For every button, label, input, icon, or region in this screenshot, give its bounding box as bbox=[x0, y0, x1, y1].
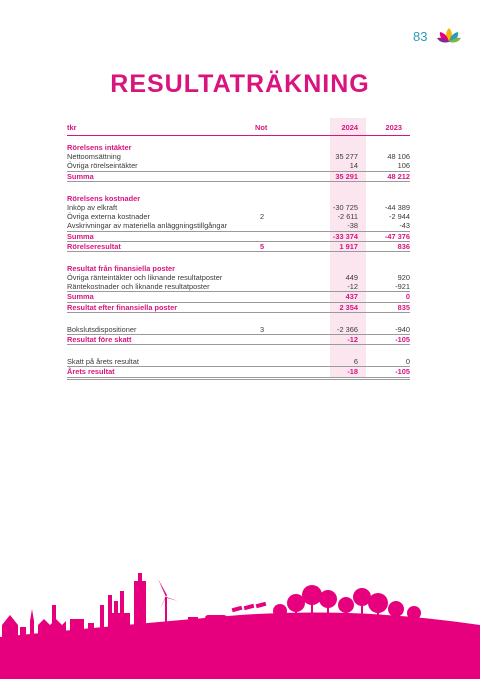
row-value-2023: -44 389 bbox=[384, 202, 410, 212]
table-header bbox=[67, 120, 410, 136]
header-note: Not bbox=[255, 123, 268, 132]
row-value-2024: 449 bbox=[345, 273, 358, 283]
row-value-2023: -2 944 bbox=[389, 212, 410, 222]
row-value-2024: -38 bbox=[347, 221, 358, 231]
row-note: 3 bbox=[260, 324, 265, 334]
city-skyline-illustration bbox=[0, 565, 480, 679]
row-label: Skatt på årets resultat bbox=[67, 357, 139, 367]
table-section bbox=[67, 264, 410, 313]
sum-row bbox=[67, 291, 410, 301]
page-title: RESULTATRÄKNING bbox=[110, 70, 370, 98]
table-row bbox=[67, 152, 410, 161]
sum-value-2023: -47 376 bbox=[384, 231, 410, 241]
section-heading bbox=[67, 264, 410, 273]
row-value-2024: 6 bbox=[353, 357, 358, 367]
row-value-2023: 106 bbox=[397, 161, 410, 171]
row-value-2024: 35 277 bbox=[335, 152, 358, 162]
sum-row bbox=[67, 171, 410, 182]
table-section bbox=[67, 325, 410, 345]
table-section bbox=[67, 357, 410, 379]
table-row bbox=[67, 273, 410, 282]
row-value-2023: -43 bbox=[399, 221, 410, 231]
sum-value-2024: 2 354 bbox=[339, 302, 358, 312]
table-row bbox=[67, 203, 410, 212]
row-label: Avskrivningar av materiella anläggningstillgångar bbox=[67, 221, 228, 231]
logo-icon bbox=[436, 26, 462, 44]
sum-label: Årets resultat bbox=[67, 367, 115, 377]
section-heading bbox=[67, 194, 410, 203]
sum-row bbox=[67, 302, 410, 313]
sum-row bbox=[67, 334, 410, 345]
sum-value-2023: -105 bbox=[395, 367, 410, 377]
row-label: Bokslutsdispositioner bbox=[67, 324, 137, 334]
sum-value-2023: 0 bbox=[405, 292, 410, 302]
sum-value-2024: 437 bbox=[345, 292, 358, 302]
table-section bbox=[67, 194, 410, 252]
row-value-2023: -940 bbox=[395, 324, 410, 334]
section-heading bbox=[67, 143, 410, 152]
table-row bbox=[67, 282, 410, 291]
sum-row bbox=[67, 366, 410, 379]
row-label: Nettoomsättning bbox=[67, 152, 121, 162]
sum-value-2024: 1 917 bbox=[339, 241, 358, 251]
row-value-2023: -921 bbox=[395, 282, 410, 292]
sum-value-2023: 48 212 bbox=[387, 171, 410, 181]
row-value-2024: 14 bbox=[349, 161, 358, 171]
sum-value-2024: -12 bbox=[347, 335, 358, 344]
table-row bbox=[67, 212, 410, 221]
row-note: 2 bbox=[260, 212, 265, 222]
sum-value-2023: -105 bbox=[395, 335, 410, 344]
table-section bbox=[67, 143, 410, 182]
section-heading-label: Resultat från finansiella poster bbox=[67, 263, 176, 273]
section-heading-label: Rörelsens intäkter bbox=[67, 143, 132, 152]
row-value-2023: 920 bbox=[397, 273, 410, 283]
sum-label: Rörelseresultat bbox=[67, 241, 121, 251]
header-2023: 2023 bbox=[385, 123, 402, 132]
row-label: Övriga ränteintäkter och liknande resultatposter bbox=[67, 273, 223, 283]
section-heading-label: Rörelsens kostnader bbox=[67, 193, 141, 203]
sum-value-2024: -18 bbox=[347, 367, 358, 377]
sum-value-2024: 35 291 bbox=[335, 171, 358, 181]
row-label: Övriga externa kostnader bbox=[67, 212, 150, 222]
row-label: Räntekostnader och liknande resultatposter bbox=[67, 282, 210, 292]
sum-row bbox=[67, 241, 410, 252]
row-value-2024: -2 611 bbox=[337, 212, 358, 222]
sum-row bbox=[67, 231, 410, 241]
row-label: Inköp av elkraft bbox=[67, 202, 118, 212]
table-row bbox=[67, 161, 410, 170]
sum-value-2024: -33 374 bbox=[332, 231, 358, 241]
sum-value-2023: 835 bbox=[397, 302, 410, 312]
row-value-2023: 0 bbox=[405, 357, 410, 367]
sum-value-2023: 836 bbox=[397, 241, 410, 251]
sum-label: Summa bbox=[67, 171, 94, 181]
page-number: 83 bbox=[413, 29, 428, 44]
income-statement-table bbox=[67, 120, 410, 380]
table-row bbox=[67, 325, 410, 334]
sum-label: Summa bbox=[67, 231, 94, 241]
sum-note: 5 bbox=[260, 241, 265, 251]
sum-label: Resultat före skatt bbox=[67, 335, 132, 344]
row-value-2023: 48 106 bbox=[387, 152, 410, 162]
sum-label: Resultat efter finansiella poster bbox=[67, 302, 178, 312]
row-label: Övriga rörelseintäkter bbox=[67, 161, 138, 171]
row-value-2024: -12 bbox=[347, 282, 358, 292]
sum-label: Summa bbox=[67, 292, 94, 302]
row-value-2024: -30 725 bbox=[332, 202, 358, 212]
header-label: tkr bbox=[67, 123, 77, 132]
row-value-2024: -2 366 bbox=[337, 324, 358, 334]
table-row bbox=[67, 221, 410, 230]
header-2024: 2024 bbox=[341, 123, 358, 132]
table-row bbox=[67, 357, 410, 366]
